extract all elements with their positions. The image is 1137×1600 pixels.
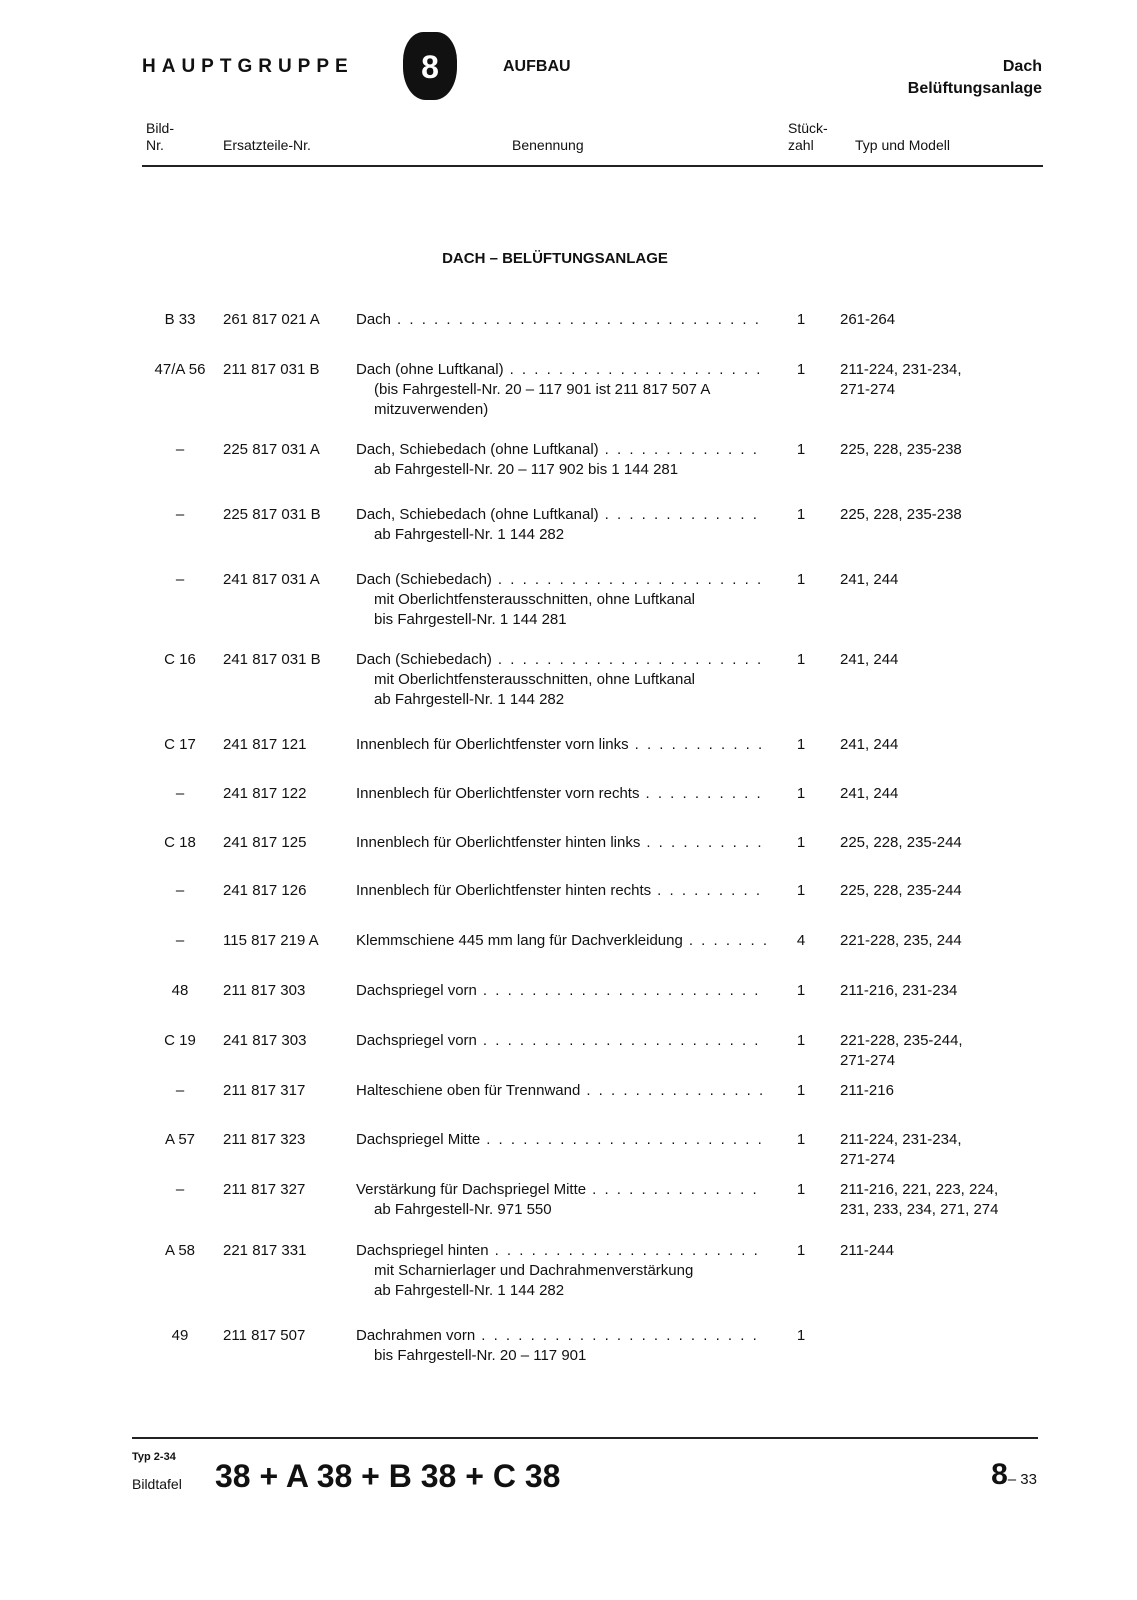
typ-modell bbox=[840, 1031, 1040, 1071]
benennung-text: Innenblech für Oberlichtfenster vorn links bbox=[356, 736, 629, 753]
typ-modell-line: 221-228, 235, 244 bbox=[840, 932, 962, 949]
stueckzahl: 1 bbox=[796, 506, 806, 523]
footer-rule bbox=[132, 1437, 1038, 1439]
bild-nr: C 17 bbox=[164, 736, 196, 753]
benennung-main bbox=[356, 440, 766, 460]
ersatzteil-nr: 241 817 122 bbox=[223, 785, 307, 802]
typ-modell-line: 241, 244 bbox=[840, 571, 899, 588]
leader-dots bbox=[486, 1130, 766, 1150]
col-typ-header: Typ und Modell bbox=[855, 137, 950, 153]
bild-nr: 48 bbox=[171, 982, 189, 999]
leader-dots bbox=[397, 310, 766, 330]
bild-nr: – bbox=[175, 882, 185, 899]
bildtafel-label: Bildtafel bbox=[132, 1476, 182, 1492]
benennung bbox=[356, 440, 766, 480]
ersatzteil-nr: 241 817 125 bbox=[223, 834, 307, 851]
benennung-main bbox=[356, 1031, 766, 1051]
col-ersatzteile-header: Ersatzteile-Nr. bbox=[223, 137, 311, 153]
benennung bbox=[356, 784, 766, 804]
leader-dots bbox=[498, 650, 766, 670]
benennung-main bbox=[356, 1180, 766, 1200]
stueckzahl: 1 bbox=[796, 1327, 806, 1344]
subtitle-line2: Belüftungsanlage bbox=[907, 80, 1042, 97]
col-stueck-line2: zahl bbox=[788, 137, 814, 153]
typ-modell bbox=[840, 735, 1040, 755]
benennung-text: Klemmschiene 445 mm lang für Dachverkleidung bbox=[356, 932, 683, 949]
benennung bbox=[356, 735, 766, 755]
bild-nr: 47/A 56 bbox=[154, 361, 206, 378]
benennung-main bbox=[356, 360, 766, 380]
typ-modell bbox=[840, 310, 1040, 330]
benennung bbox=[356, 360, 766, 420]
typ-modell-line: 225, 228, 235-244 bbox=[840, 882, 962, 899]
stueckzahl: 1 bbox=[796, 982, 806, 999]
benennung-main bbox=[356, 1241, 766, 1261]
benennung-text: Dach (Schiebedach) bbox=[356, 571, 492, 588]
benennung-text: Verstärkung für Dachspriegel Mitte bbox=[356, 1181, 587, 1198]
benennung-main bbox=[356, 1326, 766, 1346]
benennung-subline: ab Fahrgestell-Nr. 1 144 282 bbox=[374, 1282, 565, 1299]
stueckzahl: 1 bbox=[796, 736, 806, 753]
benennung bbox=[356, 1130, 766, 1150]
benennung-main bbox=[356, 881, 766, 901]
benennung-main bbox=[356, 1081, 766, 1101]
bild-nr: – bbox=[175, 441, 185, 458]
typ-modell-line: 221-228, 235-244, bbox=[840, 1032, 963, 1049]
ersatzteil-nr: 115 817 219 A bbox=[223, 932, 319, 949]
typ-modell-line: 261-264 bbox=[840, 311, 896, 328]
benennung-text: Dach bbox=[356, 311, 392, 328]
ersatzteil-nr: 261 817 021 A bbox=[223, 311, 320, 328]
typ-modell-line: 271-274 bbox=[840, 1052, 896, 1069]
benennung-text: Dachspriegel hinten bbox=[356, 1242, 489, 1259]
bild-nr: A 58 bbox=[164, 1242, 196, 1259]
typ-modell bbox=[840, 1180, 1040, 1220]
typ-modell-line: 211-216, 231-234 bbox=[840, 982, 958, 999]
header-rule bbox=[142, 165, 1043, 167]
benennung-text: Innenblech für Oberlichtfenster vorn rechts bbox=[356, 785, 640, 802]
benennung bbox=[356, 1241, 766, 1301]
benennung bbox=[356, 310, 766, 330]
benennung-text: Dach (Schiebedach) bbox=[356, 651, 492, 668]
typ-modell-line: 211-216 bbox=[840, 1082, 894, 1099]
typ-modell-line: 271-274 bbox=[840, 381, 896, 398]
typ-modell bbox=[840, 1241, 1040, 1261]
bildtafel-value: 38 + A 38 + B 38 + C 38 bbox=[215, 1458, 561, 1494]
leader-dots bbox=[495, 1241, 766, 1261]
benennung-main bbox=[356, 505, 766, 525]
stueckzahl: 1 bbox=[796, 571, 806, 588]
typ-modell-line: 271-274 bbox=[840, 1151, 896, 1168]
leader-dots bbox=[510, 360, 766, 380]
typ-modell bbox=[840, 833, 1040, 853]
stueckzahl: 1 bbox=[796, 441, 806, 458]
ersatzteil-nr: 241 817 121 bbox=[223, 736, 307, 753]
stueckzahl: 1 bbox=[796, 834, 806, 851]
benennung bbox=[356, 570, 766, 630]
bild-nr: – bbox=[175, 571, 185, 588]
benennung-text: Dachspriegel Mitte bbox=[356, 1131, 481, 1148]
bild-nr: C 16 bbox=[164, 651, 196, 668]
stueckzahl: 1 bbox=[796, 361, 806, 378]
benennung-main bbox=[356, 833, 766, 853]
ersatzteil-nr: 211 817 317 bbox=[223, 1082, 306, 1099]
typ-modell bbox=[840, 505, 1040, 525]
ersatzteil-nr: 241 817 031 B bbox=[223, 651, 321, 668]
typ-modell bbox=[840, 1081, 1040, 1101]
bild-nr: – bbox=[175, 785, 185, 802]
bild-nr: – bbox=[175, 1181, 185, 1198]
page-sub: – 33 bbox=[1007, 1471, 1037, 1488]
typ-modell bbox=[840, 881, 1040, 901]
benennung bbox=[356, 931, 766, 951]
typ-modell-line: 225, 228, 235-238 bbox=[840, 441, 962, 458]
stueckzahl: 1 bbox=[796, 1181, 806, 1198]
benennung-subline: mitzuverwenden) bbox=[374, 401, 489, 418]
page-number bbox=[991, 1458, 1037, 1492]
stueckzahl: 1 bbox=[796, 1082, 806, 1099]
typ-modell-line: 241, 244 bbox=[840, 736, 899, 753]
typ-modell bbox=[840, 1130, 1040, 1170]
benennung bbox=[356, 1031, 766, 1051]
typ-modell bbox=[840, 570, 1040, 590]
typ-modell-line: 231, 233, 234, 271, 274 bbox=[840, 1201, 999, 1218]
col-bild-line2: Nr. bbox=[146, 137, 164, 153]
benennung-subline: ab Fahrgestell-Nr. 1 144 282 bbox=[374, 526, 565, 543]
stueckzahl: 1 bbox=[796, 1242, 806, 1259]
typ-modell-line: 241, 244 bbox=[840, 785, 899, 802]
bild-nr: B 33 bbox=[164, 311, 196, 328]
benennung-main bbox=[356, 310, 766, 330]
benennung bbox=[356, 981, 766, 1001]
benennung-text: Halteschiene oben für Trennwand bbox=[356, 1082, 581, 1099]
typ-modell-line: 225, 228, 235-238 bbox=[840, 506, 962, 523]
ersatzteil-nr: 225 817 031 B bbox=[223, 506, 321, 523]
typ-modell-line: 241, 244 bbox=[840, 651, 899, 668]
typ-modell-line: 225, 228, 235-244 bbox=[840, 834, 962, 851]
leader-dots bbox=[586, 1081, 766, 1101]
typ-modell-line: 211-224, 231-234, bbox=[840, 1131, 962, 1148]
leader-dots bbox=[498, 570, 766, 590]
benennung-text: Dach (ohne Luftkanal) bbox=[356, 361, 504, 378]
subtitle-line1: Dach bbox=[1002, 58, 1042, 75]
bild-nr: – bbox=[175, 932, 185, 949]
benennung-main bbox=[356, 735, 766, 755]
leader-dots bbox=[605, 505, 766, 525]
benennung-text: Dach, Schiebedach (ohne Luftkanal) bbox=[356, 441, 599, 458]
ersatzteil-nr: 211 817 327 bbox=[223, 1181, 306, 1198]
benennung-subline: ab Fahrgestell-Nr. 1 144 282 bbox=[374, 691, 565, 708]
leader-dots bbox=[657, 881, 766, 901]
col-bild-header bbox=[146, 120, 174, 154]
benennung-main bbox=[356, 570, 766, 590]
benennung bbox=[356, 1180, 766, 1220]
stueckzahl: 1 bbox=[796, 1131, 806, 1148]
benennung-text: Dachspriegel vorn bbox=[356, 982, 477, 999]
ersatzteil-nr: 241 817 303 bbox=[223, 1032, 307, 1049]
bild-nr: 49 bbox=[171, 1327, 189, 1344]
benennung-subline: mit Oberlichtfensterausschnitten, ohne Luftkanal bbox=[374, 671, 696, 688]
section-title: DACH – BELÜFTUNGSANLAGE bbox=[442, 250, 668, 267]
typ-modell-line: 211-224, 231-234, bbox=[840, 361, 962, 378]
bild-nr: – bbox=[175, 1082, 185, 1099]
benennung-subline: bis Fahrgestell-Nr. 1 144 281 bbox=[374, 611, 567, 628]
typ-modell bbox=[840, 650, 1040, 670]
ersatzteil-nr: 241 817 031 A bbox=[223, 571, 320, 588]
benennung-text: Dach, Schiebedach (ohne Luftkanal) bbox=[356, 506, 599, 523]
stueckzahl: 1 bbox=[796, 1032, 806, 1049]
stueckzahl: 1 bbox=[796, 882, 806, 899]
hauptgruppe-label: HAUPTGRUPPE bbox=[142, 56, 354, 77]
bild-nr: C 18 bbox=[164, 834, 196, 851]
ersatzteil-nr: 221 817 331 bbox=[223, 1242, 307, 1259]
ersatzteil-nr: 211 817 031 B bbox=[223, 361, 320, 378]
benennung bbox=[356, 650, 766, 710]
page-main: 8 bbox=[991, 1458, 1008, 1491]
benennung-main bbox=[356, 981, 766, 1001]
benennung-main bbox=[356, 1130, 766, 1150]
stueckzahl: 1 bbox=[796, 785, 806, 802]
group-number-badge: 8 bbox=[403, 32, 457, 100]
ersatzteil-nr: 211 817 507 bbox=[223, 1327, 306, 1344]
stueckzahl: 1 bbox=[796, 651, 806, 668]
bild-nr: A 57 bbox=[164, 1131, 196, 1148]
footer-typ: Typ 2-34 bbox=[132, 1451, 176, 1463]
benennung-text: Innenblech für Oberlichtfenster hinten links bbox=[356, 834, 641, 851]
typ-modell bbox=[840, 931, 1040, 951]
benennung bbox=[356, 881, 766, 901]
bild-nr: – bbox=[175, 506, 185, 523]
benennung bbox=[356, 1326, 766, 1366]
benennung-subline: mit Oberlichtfensterausschnitten, ohne Luftkanal bbox=[374, 591, 696, 608]
benennung-main bbox=[356, 931, 766, 951]
col-stueckzahl-header bbox=[788, 120, 828, 154]
typ-modell bbox=[840, 360, 1040, 400]
benennung-text: Dachspriegel vorn bbox=[356, 1032, 477, 1049]
typ-modell bbox=[840, 981, 1040, 1001]
typ-modell-line: 211-216, 221, 223, 224, bbox=[840, 1181, 999, 1198]
col-stueck-line1: Stück- bbox=[788, 120, 828, 136]
typ-modell bbox=[840, 784, 1040, 804]
benennung-text: Innenblech für Oberlichtfenster hinten rechts bbox=[356, 882, 652, 899]
benennung-text: Dachrahmen vorn bbox=[356, 1327, 476, 1344]
benennung-subline: ab Fahrgestell-Nr. 20 – 117 902 bis 1 144 281 bbox=[374, 461, 679, 478]
leader-dots bbox=[483, 1031, 766, 1051]
benennung-main bbox=[356, 650, 766, 670]
leader-dots bbox=[605, 440, 766, 460]
leader-dots bbox=[483, 981, 766, 1001]
leader-dots bbox=[481, 1326, 766, 1346]
ersatzteil-nr: 211 817 323 bbox=[223, 1131, 306, 1148]
stueckzahl: 4 bbox=[796, 932, 806, 949]
benennung bbox=[356, 1081, 766, 1101]
ersatzteil-nr: 241 817 126 bbox=[223, 882, 307, 899]
group-name: AUFBAU bbox=[503, 58, 571, 75]
benennung bbox=[356, 833, 766, 853]
benennung-main bbox=[356, 784, 766, 804]
col-benennung-header: Benennung bbox=[512, 137, 584, 153]
leader-dots bbox=[645, 784, 766, 804]
benennung-subline: (bis Fahrgestell-Nr. 20 – 117 901 ist 211 817 507 A bbox=[374, 381, 711, 398]
benennung-subline: bis Fahrgestell-Nr. 20 – 117 901 bbox=[374, 1347, 587, 1364]
bild-nr: C 19 bbox=[164, 1032, 196, 1049]
benennung bbox=[356, 505, 766, 545]
leader-dots bbox=[592, 1180, 766, 1200]
typ-modell bbox=[840, 440, 1040, 460]
leader-dots bbox=[646, 833, 766, 853]
stueckzahl: 1 bbox=[796, 311, 806, 328]
ersatzteil-nr: 211 817 303 bbox=[223, 982, 306, 999]
col-bild-line1: Bild- bbox=[146, 120, 175, 136]
ersatzteil-nr: 225 817 031 A bbox=[223, 441, 320, 458]
benennung-subline: mit Scharnierlager und Dachrahmenverstärkung bbox=[374, 1262, 694, 1279]
leader-dots bbox=[635, 735, 766, 755]
typ-modell-line: 211-244 bbox=[840, 1242, 894, 1259]
leader-dots bbox=[689, 931, 766, 951]
benennung-subline: ab Fahrgestell-Nr. 971 550 bbox=[374, 1201, 552, 1218]
